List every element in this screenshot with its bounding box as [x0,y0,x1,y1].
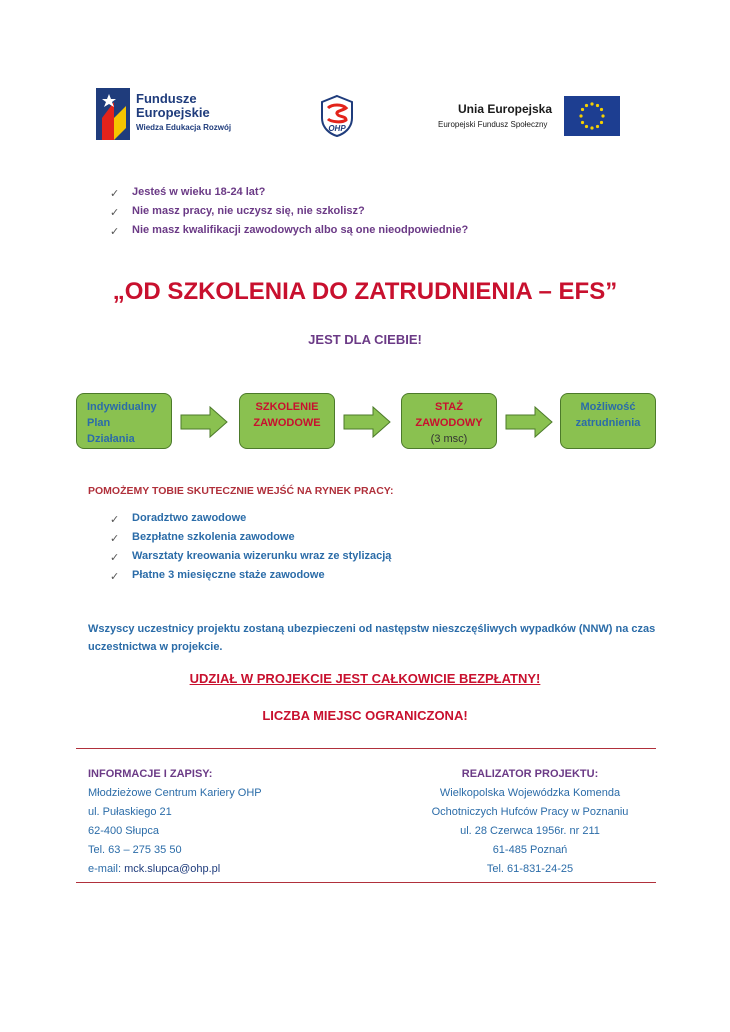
flow-arrow-icon [180,405,228,439]
flow-step-line: Możliwość [580,401,636,413]
fe-line1: Fundusze [136,91,197,106]
contact-name: Młodzieżowe Centrum Kariery OHP [88,787,262,799]
email-link[interactable]: mck.slupca@ohp.pl [124,863,221,875]
flow-arrow-icon [505,405,553,439]
contact-info [88,765,262,879]
checkmark-icon: ✓ [110,533,120,545]
flow-arrow-icon [343,405,391,439]
question-text: Jesteś w wieku 18-24 lat? [132,186,266,198]
divider-bottom [76,882,656,883]
contact-street: ul. Pułaskiego 21 [88,806,172,818]
checkmark-icon: ✓ [110,188,120,200]
realizer-line2: Ochotniczych Hufców Pracy w Poznaniu [431,806,629,818]
flow-step-line: ZAWODOWY [415,417,483,429]
realizer-line1: Wielkopolska Wojewódzka Komenda [439,787,621,799]
fundusze-europejskie-tagline: Wiedza Edukacja Rozwój [136,123,232,132]
eu-flag-icon [564,96,620,136]
flow-step-line: Działania [87,433,135,445]
project-subtitle: JEST DLA CIEBIE! [308,332,422,347]
benefit-text: Bezpłatne szkolenia zawodowe [132,531,295,543]
insurance-note: Wszyscy uczestnicy projektu zostaną ubezpieczeni od następstw nieszczęśliwych wypadków (NNW) na czas uczestnictwa w projekcie. [88,623,656,653]
fe-line2: Europejskie [136,105,210,120]
project-title: „OD SZKOLENIA DO ZATRUDNIENIA – EFS” [112,278,618,305]
contact-email-row [88,860,262,879]
checkmark-icon: ✓ [110,226,120,238]
ohp-logo-text: OHP [328,124,346,133]
realizer-heading: REALIZATOR PROJEKTU: [461,768,599,780]
realizer-city: 61-485 Poznań [492,844,568,856]
checkmark-icon: ✓ [110,571,120,583]
unia-europejska-title: Unia Europejska [458,102,553,116]
unia-europejska-subtitle: Europejski Fundusz Społeczny [438,120,548,129]
divider-top [76,748,656,749]
flow-step-individual-plan [76,393,172,449]
realizer-info [412,765,648,879]
flow-step-line: Plan [87,417,111,429]
flow-step-line: zatrudnienia [575,417,641,429]
realizer-phone: Tel. 61-831-24-25 [486,863,574,875]
checkmark-icon: ✓ [110,207,120,219]
fundusze-europejskie-name [136,92,210,120]
limited-places-notice: LICZBA MIEJSC OGRANICZONA! [262,708,468,723]
benefits-heading: POMOŻEMY TOBIE SKUTECZNIE WEJŚĆ NA RYNEK PRACY: [88,485,394,497]
flow-step-line: Indywidualny [87,401,157,413]
free-participation-notice: UDZIAŁ W PROJEKCIE JEST CAŁKOWICIE BEZPŁATNY! [189,671,541,686]
contact-city: 62-400 Słupca [88,825,159,837]
checkmark-icon: ✓ [110,514,120,526]
flow-step-line: SZKOLENIE [255,401,319,413]
checkmark-icon: ✓ [110,552,120,564]
flow-step-line: ZAWODOWE [253,417,321,429]
flow-step-note: (3 msc) [430,433,468,445]
benefit-text: Warsztaty kreowania wizerunku wraz ze stylizacją [132,550,392,562]
question-text: Nie masz pracy, nie uczysz się, nie szkolisz? [132,205,365,217]
benefit-text: Płatne 3 miesięczne staże zawodowe [132,569,325,581]
flow-step-line: STAŻ [435,401,463,413]
flow-step-employment [560,393,656,449]
flow-step-vocational-training [239,393,335,449]
contact-heading: INFORMACJE I ZAPISY: [88,768,213,780]
flow-step-internship [401,393,497,449]
question-text: Nie masz kwalifikacji zawodowych albo są one nieodpowiednie? [132,224,469,236]
contact-phone: Tel. 63 – 275 35 50 [88,844,182,856]
email-label: e-mail: [88,863,125,875]
fundusze-europejskie-logo-icon [96,88,130,140]
logo-banner [96,88,636,146]
benefit-text: Doradztwo zawodowe [132,512,247,524]
realizer-street: ul. 28 Czerwca 1956r. nr 211 [460,825,600,837]
ohp-logo-icon [318,94,356,138]
